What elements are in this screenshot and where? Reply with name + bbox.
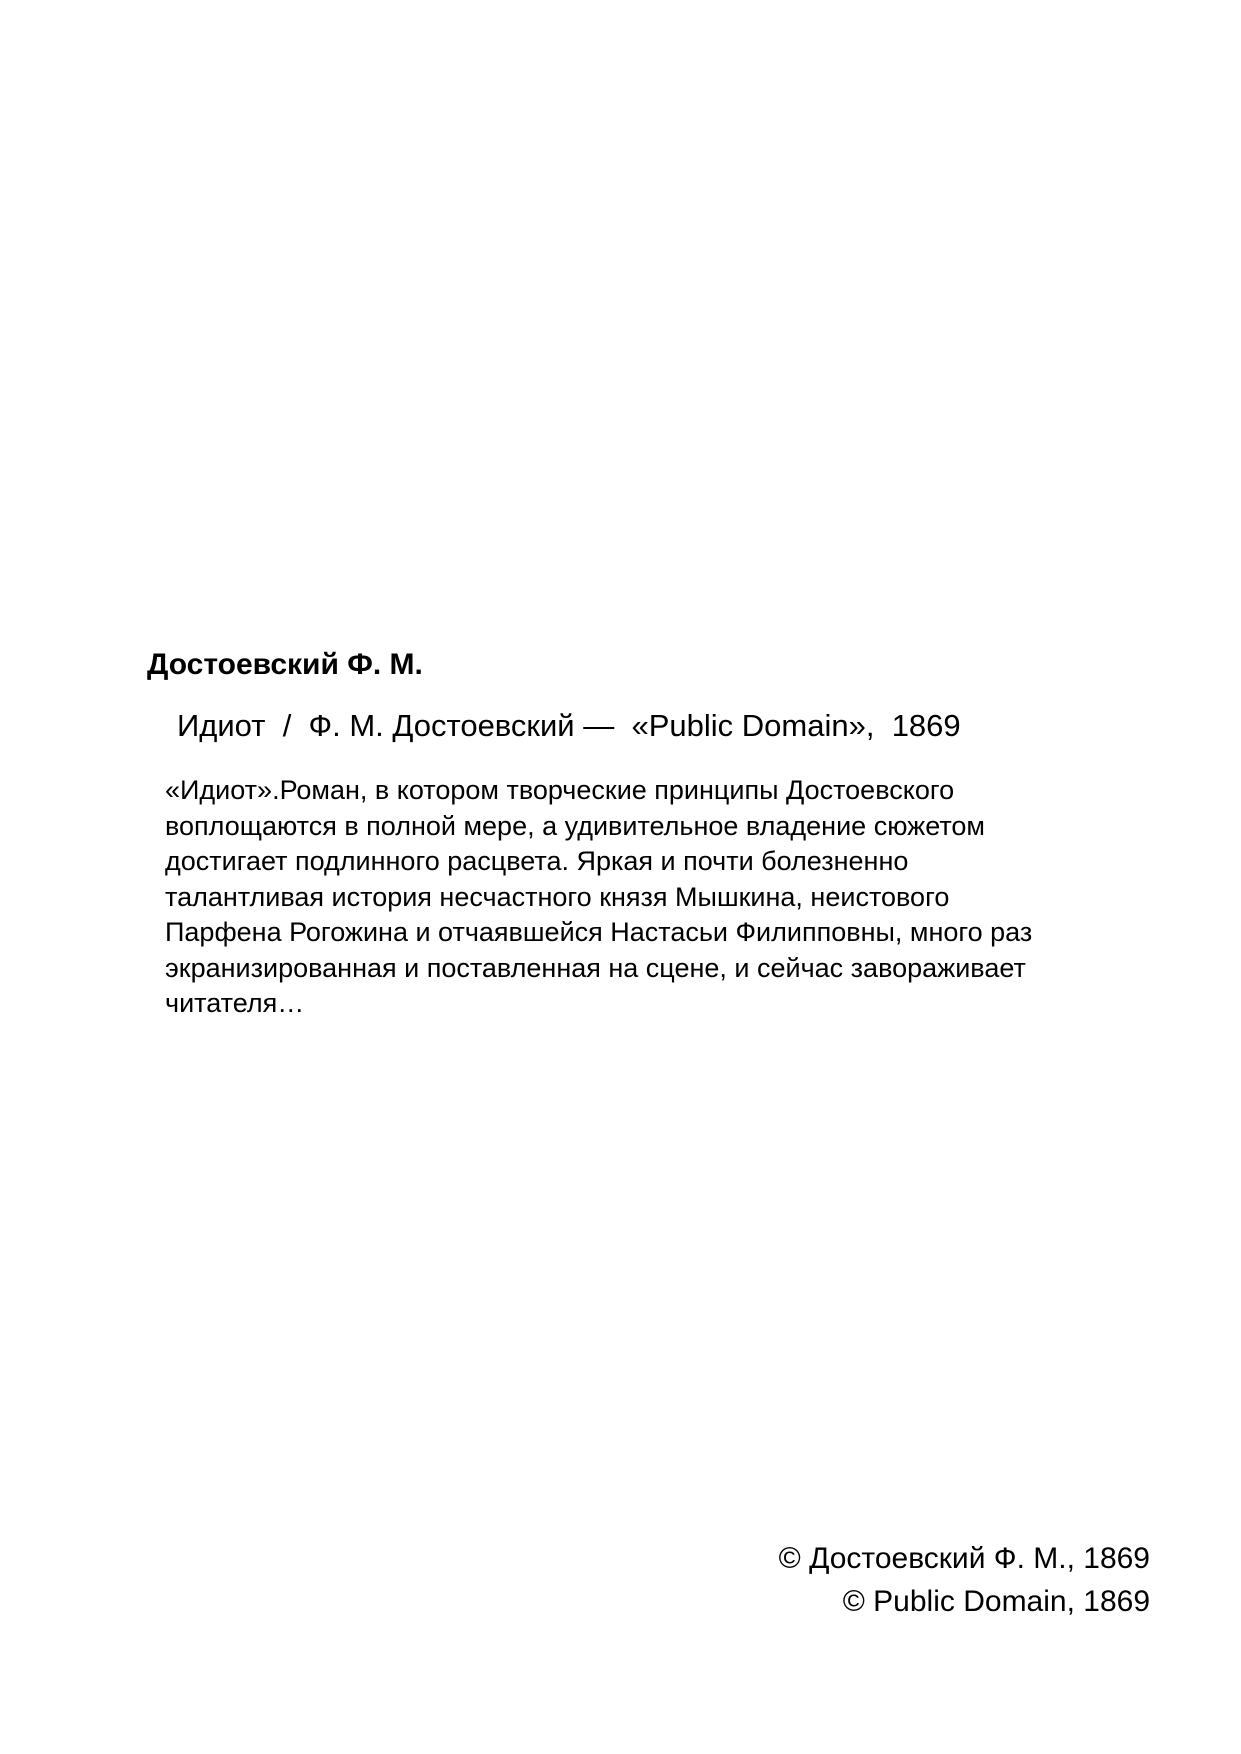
bib-publisher: «Public Domain», xyxy=(631,708,875,743)
annotation-line: достигает подлинного расцвета. Яркая и почти болезненно xyxy=(165,846,909,876)
annotation-line: воплощаются в полной мере, а удивительное владение сюжетом xyxy=(165,810,985,841)
bib-author: Ф. М. Достоевский xyxy=(308,708,575,743)
copyright-block xyxy=(779,1537,1150,1623)
book-title: Идиот xyxy=(177,708,266,743)
bibliographic-line xyxy=(177,706,961,746)
annotation-line: читателя… xyxy=(165,988,305,1018)
annotation-line: талантливая история несчастного князя Мышкина, неистового xyxy=(165,881,950,912)
annotation-paragraph xyxy=(165,773,1155,1022)
annotation-line: «Идиот».Роман, в котором творческие принципы Достоевского xyxy=(165,775,955,805)
annotation-line: экранизированная и поставленная на сцене, и сейчас завораживает xyxy=(165,952,1026,983)
copyright-publisher: © Public Domain, 1869 xyxy=(842,1585,1150,1618)
bib-year: 1869 xyxy=(891,708,961,743)
bib-separator: / xyxy=(282,708,292,743)
bib-dash: — xyxy=(583,708,615,743)
annotation-line: Парфена Рогожина и отчаявшейся Настасьи Филипповны, много раз xyxy=(165,917,1033,947)
author-heading: Достоевский Ф. М. xyxy=(147,648,423,681)
copyright-author: © Достоевский Ф. М., 1869 xyxy=(778,1542,1150,1575)
